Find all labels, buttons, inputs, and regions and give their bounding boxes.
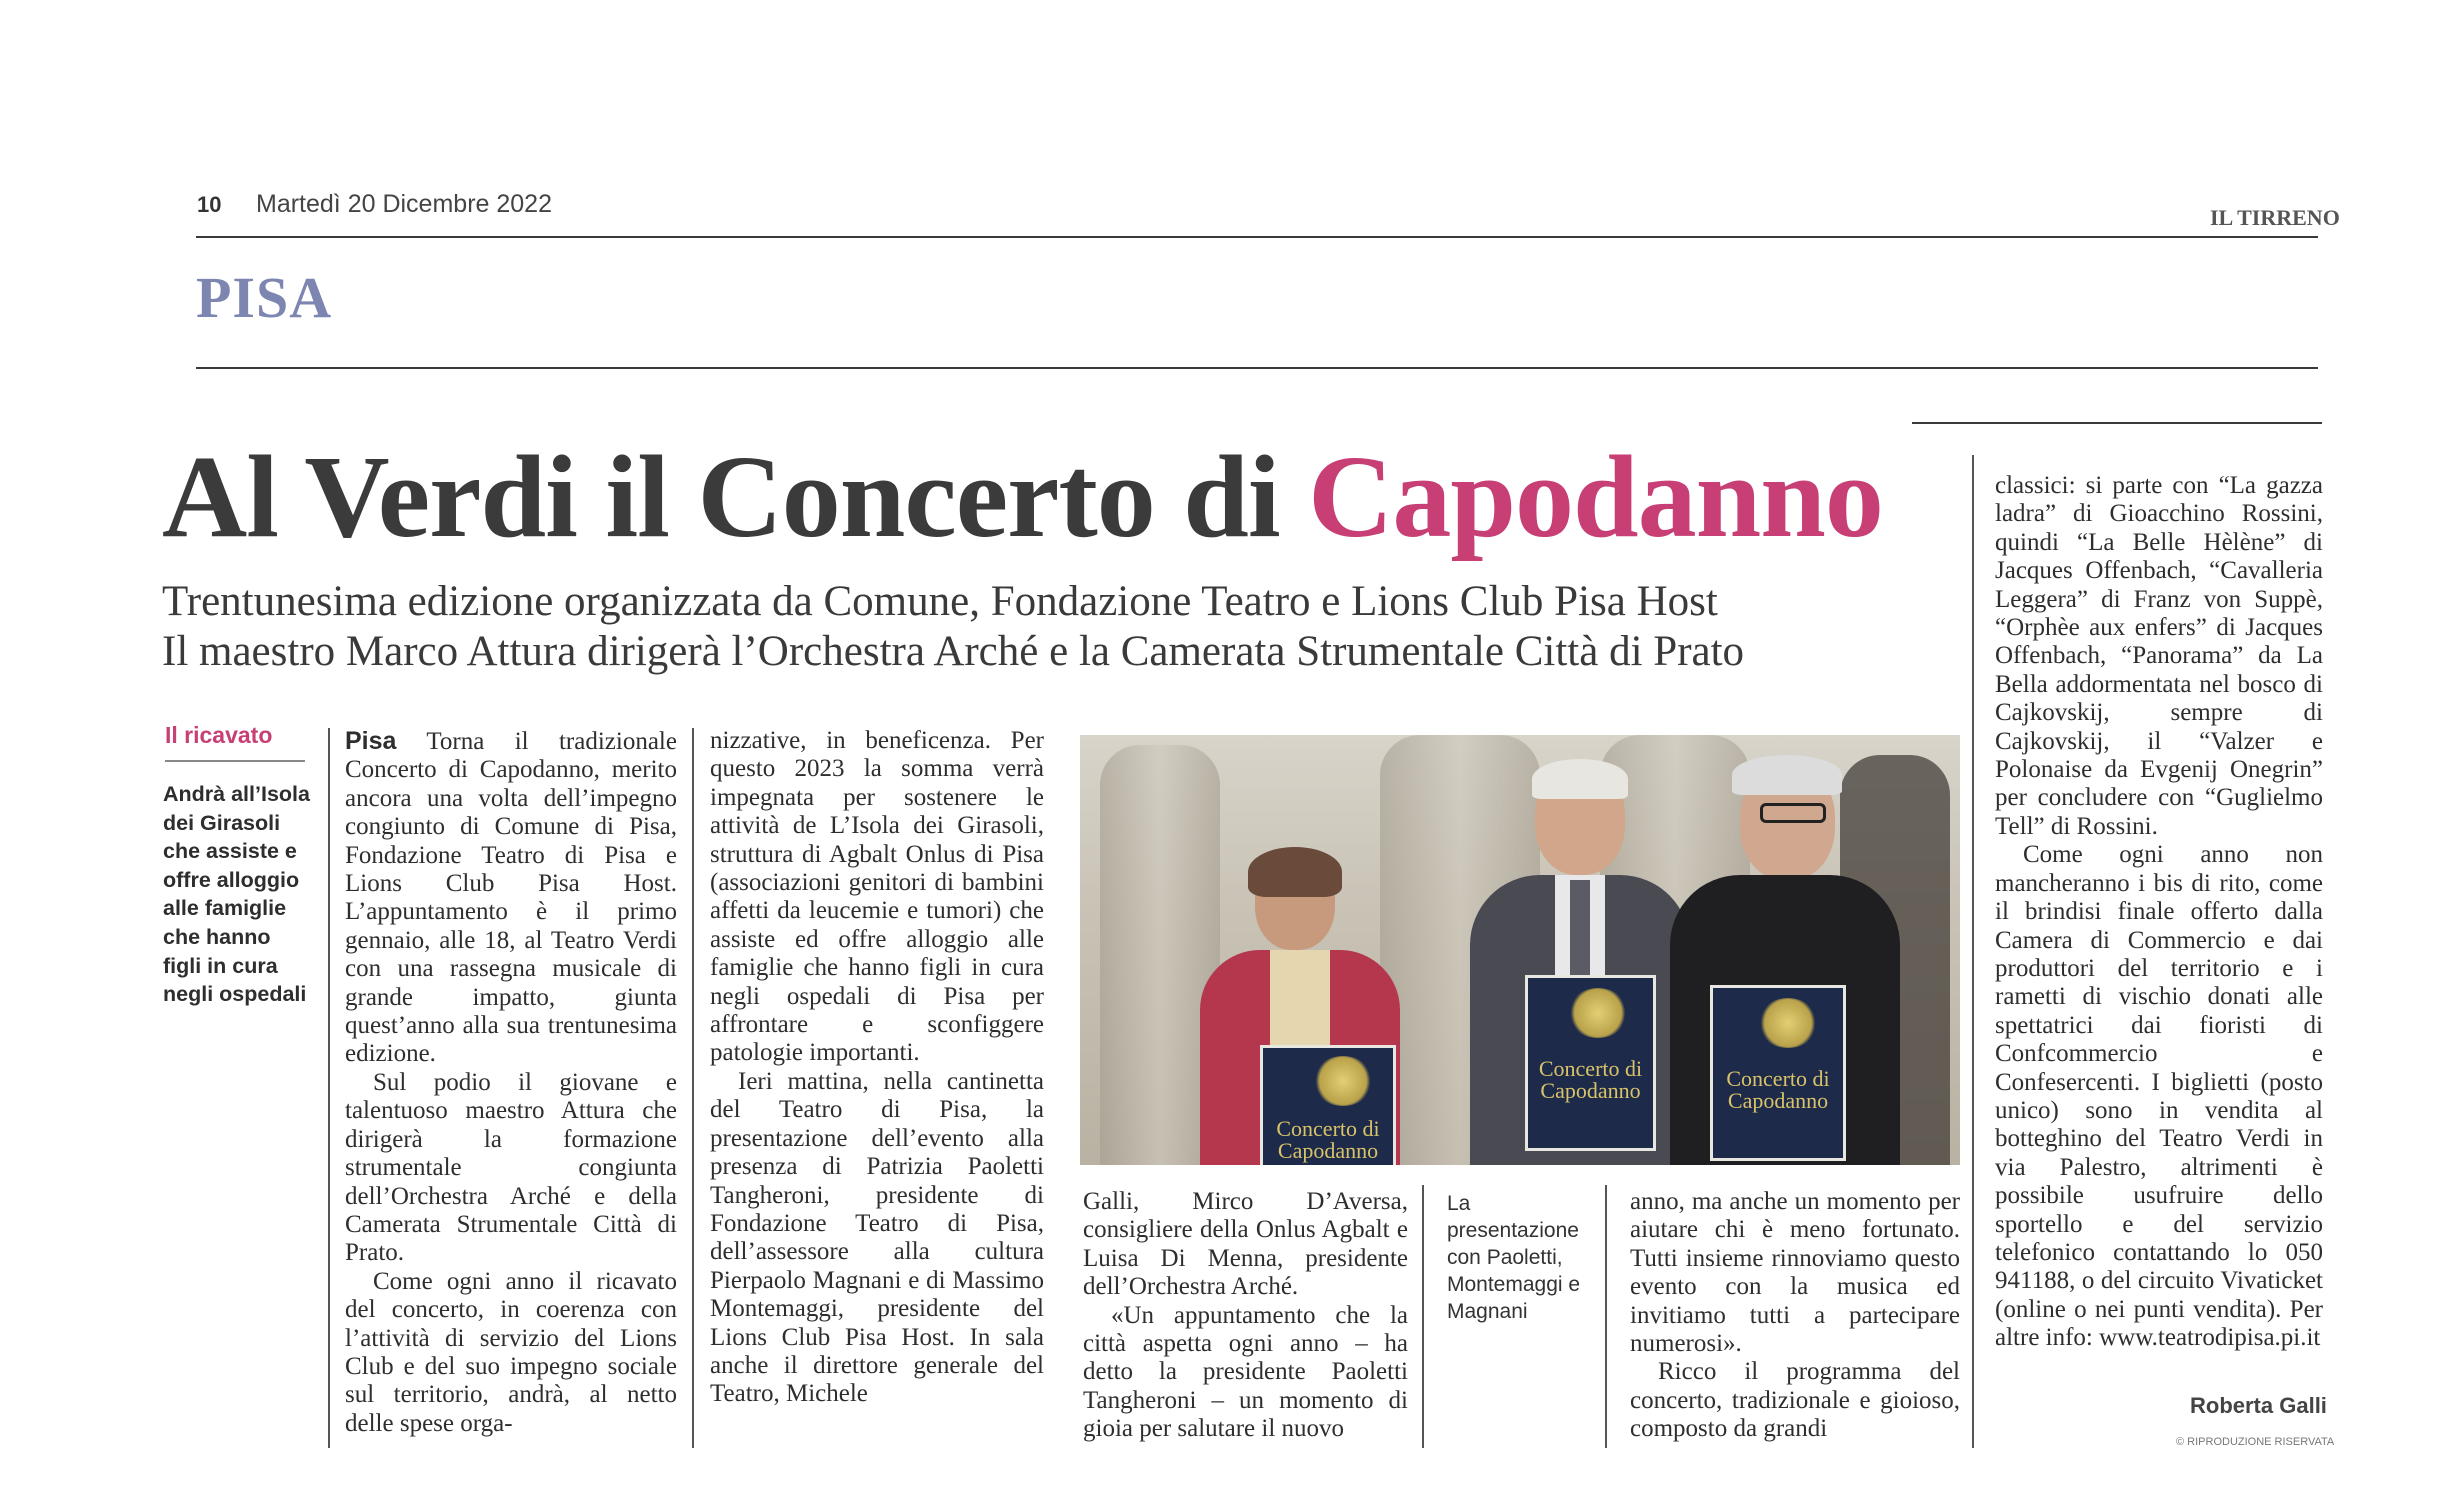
paragraph: classici: si parte con “La gazza ladra” di Gioacchino Rossini, quindi “La Belle Hèlène” di Jacques Offenbach, “Cavalleria Leggera” di Franz von Suppè, “Orphèe aux enfers” di Jacques Offenbach, “Panorama” da La Bella addormentata nel bosco di Cajkovskij, sempre di Cajkovskij, il “Valzer e Polonaise da Evgenij Onegrin” per concludere con “Guglielmo Tell” di Rossini. — [1995, 472, 2323, 840]
column-divider — [1605, 1185, 1607, 1448]
paragraph: Galli, Mirco D’Aversa, consigliere della Onlus Agbalt e Luisa Di Menna, presidente dell’Orchestra Arché. — [1083, 1188, 1408, 1301]
article-column-4 — [1630, 1188, 1960, 1444]
concert-poster — [1260, 1045, 1396, 1165]
concert-poster — [1525, 975, 1656, 1151]
column-divider — [1422, 1185, 1424, 1448]
event-photo — [1080, 735, 1960, 1165]
headline — [162, 431, 1883, 562]
column-divider — [692, 728, 694, 1448]
paragraph: Come ogni anno il ricavato del concerto, in coerenza con l’attività di servizio del Lions Club e del suo impegno sociale sul territorio, andrà, al netto delle spese orga- — [345, 1267, 677, 1437]
masthead: IL TIRRENO — [2210, 205, 2340, 230]
poster-text: Concerto di Capodanno — [1726, 1066, 1830, 1113]
paragraph: Come ogni anno non mancheranno i bis di rito, come il brindisi finale offerto dalla Camera di Commercio e dai produttori del territorio e i rametti di vischio donati alle spettatrici dai fioristi di Confcommercio e Confesercenti. I biglietti (posto unico) sono in vendita al botteghino del Teatro Verdi in via Palestro, altrimenti è possibile usufruire dello sportello e del servizio telefonico contattando lo 050 941188, o del circuito Vivaticket (online o nei punti vendita). Per altre info: www.teatrodipisa.pi.it — [1995, 841, 2323, 1352]
paragraph: anno, ma anche un momento per aiutare chi è meno fortunato. Tutti insieme rinnoviamo questo evento con la musica ed invitiamo tutti a partecipare numerosi». — [1630, 1188, 1960, 1358]
paragraph: «Un appuntamento che la città aspetta ogni anno – ha detto la presidente Paoletti Tangheroni – un momento di gioia per salutare il nuovo — [1083, 1301, 1408, 1443]
section-title: PISA — [196, 265, 333, 330]
sidebar-text: Andrà all’Isola dei Girasoli che assiste e offre alloggio alle famiglie che hanno figli in cura negli ospedali — [163, 782, 310, 1007]
article-column-3 — [1083, 1188, 1408, 1444]
paragraph: nizzative, in beneficenza. Per questo 2023 la somma verrà impegnata per sostenere le attività de L’Isola dei Girasoli, struttura di Agbalt Onlus di Pisa (associazioni genitori di bambini affetti da leucemie e tumori) che assiste ed offre alloggio alle famiglie che hanno figli in cura negli ospedali di Pisa per affrontare e sconfiggere patologie importanti. — [710, 727, 1044, 1067]
dateline: Pisa — [345, 727, 397, 755]
deck-line-2: Il maestro Marco Attura dirigerà l’Orchestra Arché e la Camerata Strumentale Città di Prato — [162, 628, 1745, 675]
copyright-notice: © RIPRODUZIONE RISERVATA — [2176, 1436, 2335, 1448]
section-rule — [196, 367, 2318, 369]
sidebar-rule — [165, 760, 305, 762]
article-column-1 — [345, 727, 677, 1438]
article-column-5 — [1995, 472, 2323, 1353]
poster-text: Concerto di Capodanno — [1276, 1116, 1380, 1163]
poster-text: Concerto di Capodanno — [1538, 1056, 1643, 1103]
issue-date: Martedì 20 Dicembre 2022 — [256, 190, 552, 218]
author-byline: Roberta Galli — [2190, 1393, 2327, 1418]
sidebar-title: Il ricavato — [165, 722, 273, 748]
headline-main: Al Verdi il Concerto di — [162, 431, 1280, 562]
article-column-2 — [710, 727, 1044, 1409]
paragraph: Sul podio il giovane e talentuoso maestro Attura che dirigerà la formazione strumentale congiunta dell’Orchestra Arché e della Camerata Strumentale Città di Prato. — [345, 1068, 677, 1267]
paragraph: Torna il tradizionale Concerto di Capodanno, merito ancora una volta dell’impegno congiunto di Comune di Pisa, Fondazione Teatro di Pisa e Lions Club Pisa Host. L’appuntamento è il primo gennaio, alle 18, al Teatro Verdi con una rassegna musicale di grande impatto, giunta quest’anno alla sua trentunesima edizione. — [345, 728, 677, 1068]
concert-poster — [1710, 985, 1846, 1161]
header-rule — [196, 236, 2318, 238]
paragraph: Ieri mattina, nella cantinetta del Teatro di Pisa, la presentazione dell’evento alla presenza di Patrizia Paoletti Tangheroni, presidente di Fondazione Teatro di Pisa, dell’assessore alla cultura Pierpaolo Magnani e di Massimo Montemaggi, presidente del Lions Club Pisa Host. In sala anche il direttore generale del Teatro, Michele — [710, 1067, 1044, 1408]
column-divider — [1972, 455, 1974, 1448]
page-number: 10 — [197, 192, 222, 217]
side-top-rule — [1912, 422, 2322, 424]
deck-line-1: Trentunesima edizione organizzata da Comune, Fondazione Teatro e Lions Club Pisa Host — [162, 578, 1718, 625]
headline-highlight: Capodanno — [1308, 431, 1883, 562]
paragraph: Ricco il programma del concerto, tradizionale e gioioso, composto da grandi — [1630, 1358, 1960, 1443]
column-divider — [328, 728, 330, 1448]
photo-caption: La presentazione con Paoletti, Montemaggi e Magnani — [1447, 1192, 1581, 1323]
